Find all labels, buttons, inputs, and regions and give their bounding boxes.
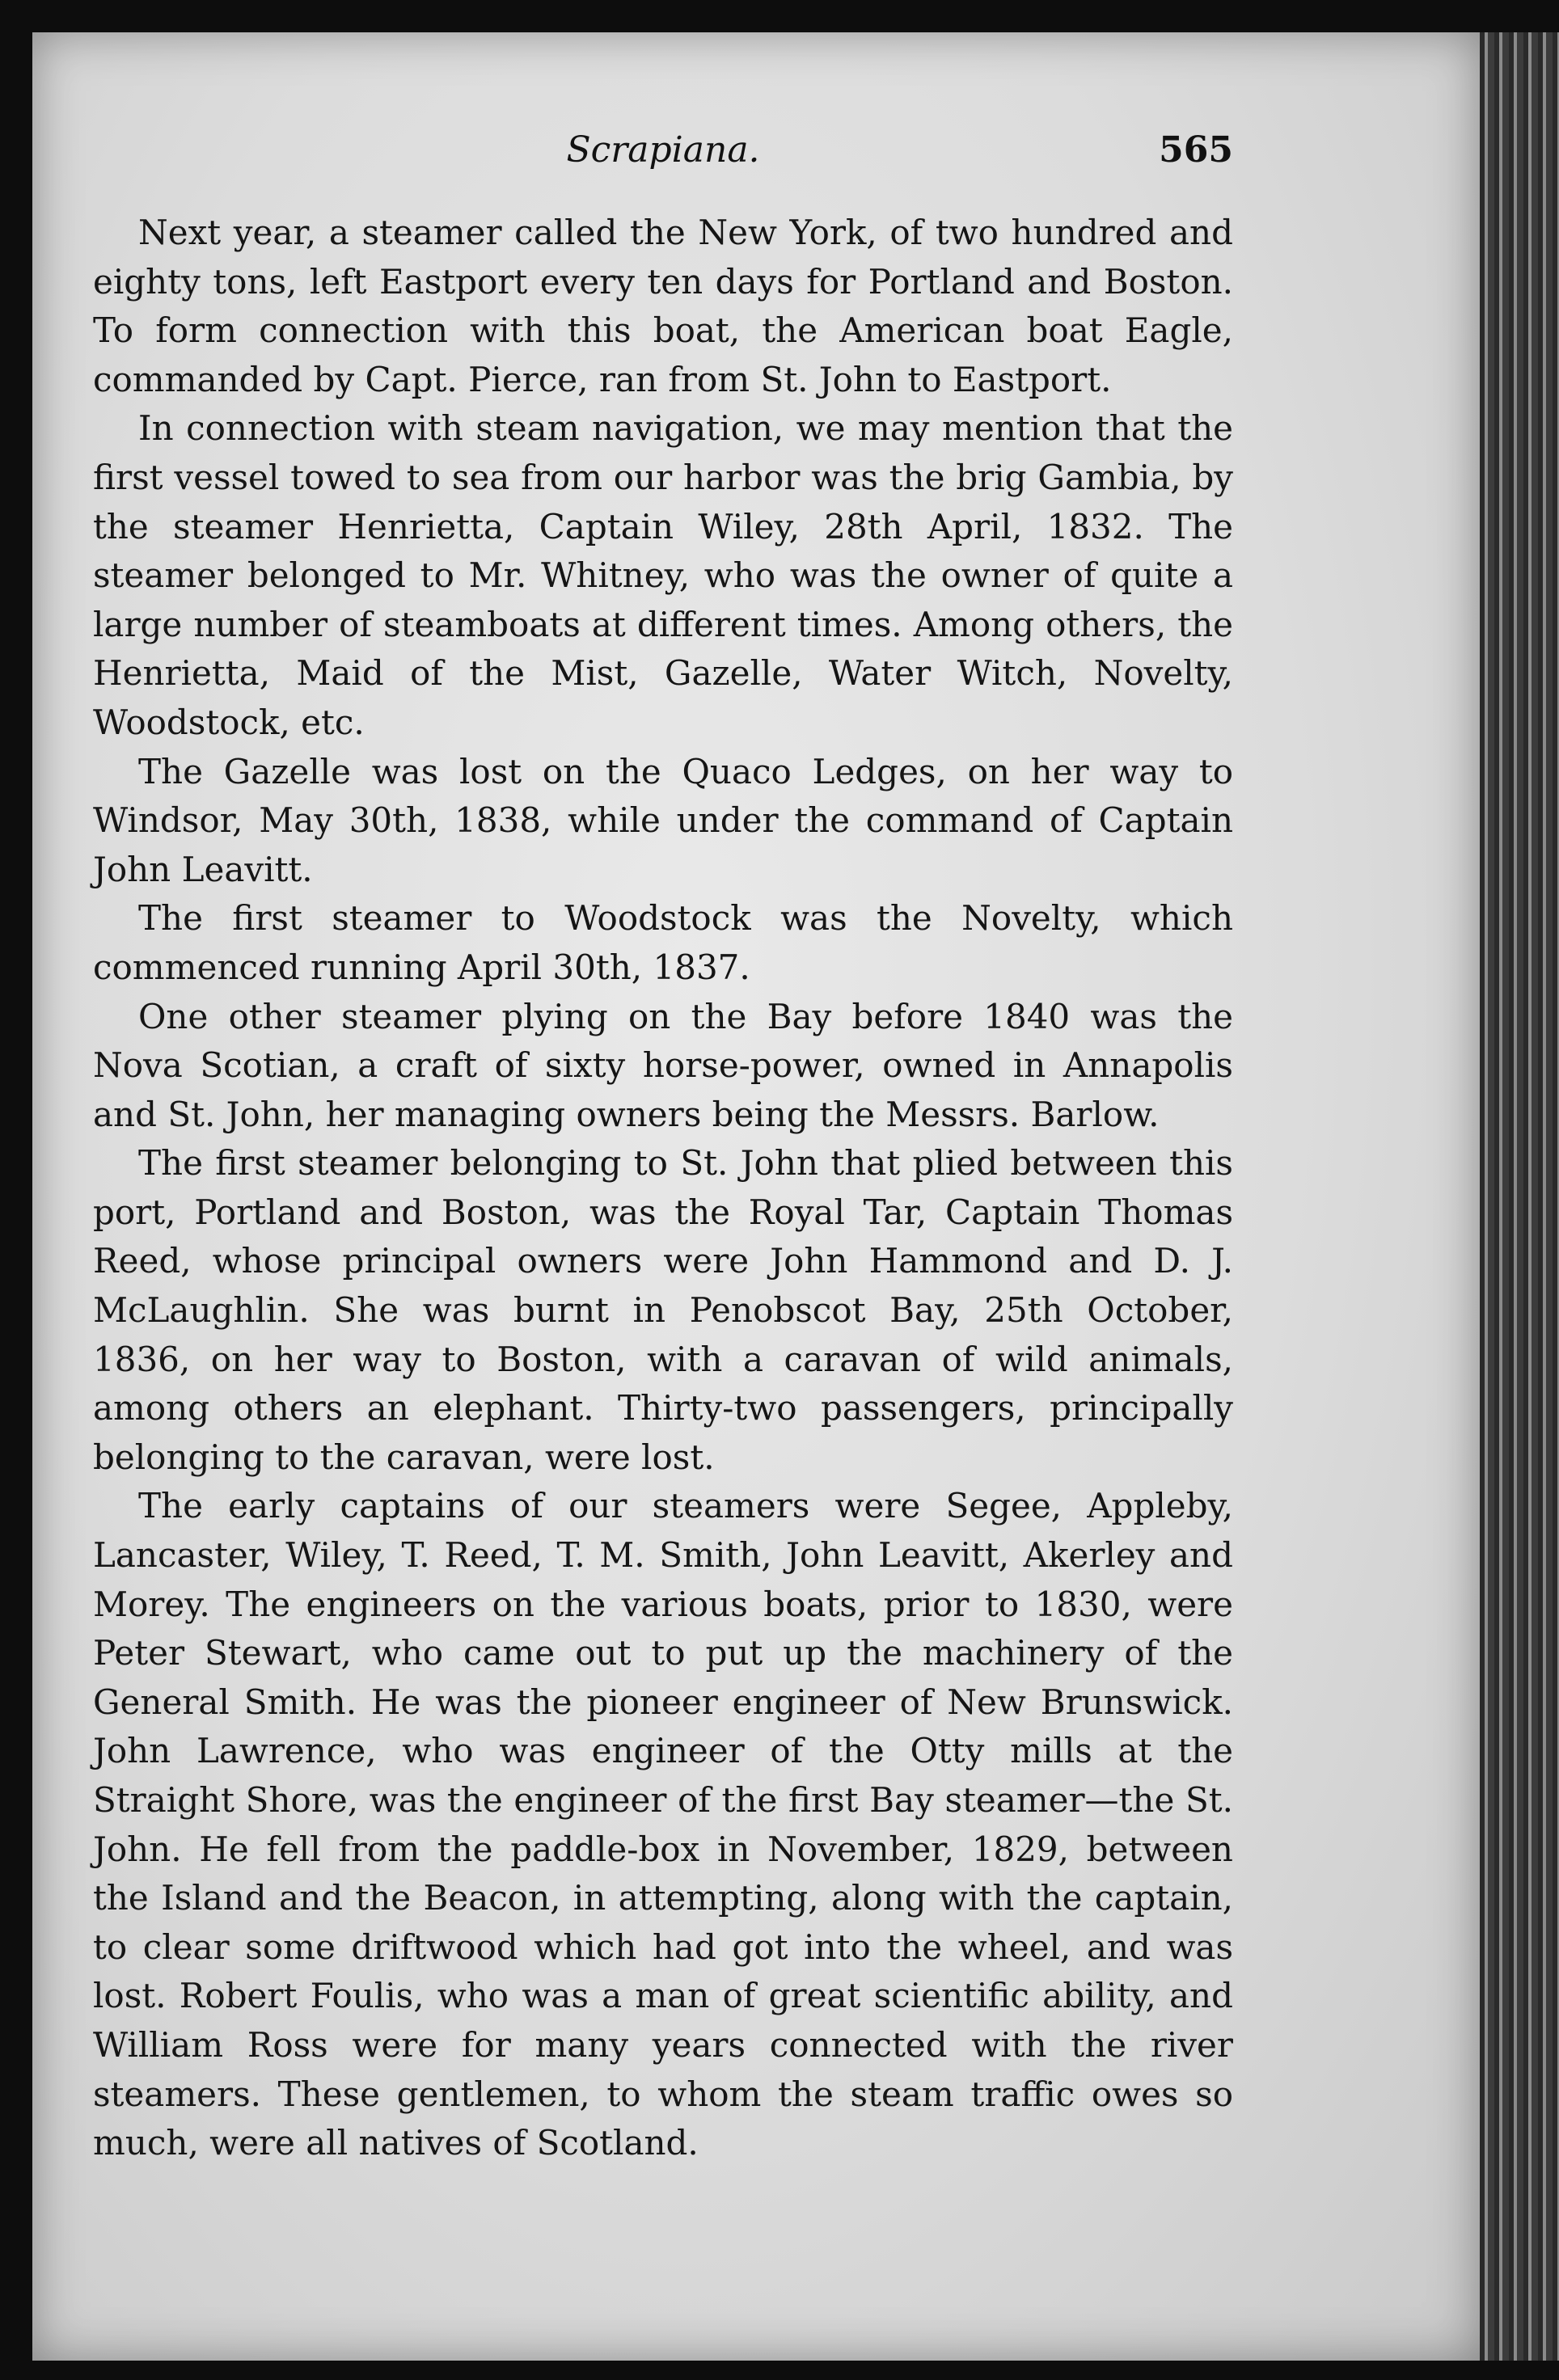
paragraph: One other steamer plying on the Bay before 1840 was the Nova Scotian, a craft of sixty horse-power, owned in Annapolis and St. John, her managing owners being the Messrs. Barlow.: [93, 996, 1233, 1134]
book-binding-edge: [1480, 32, 1559, 2361]
paragraph: The first steamer belonging to St. John that plied between this port, Portland and Boston, was the Royal Tar, Captain Thomas Reed, whose principal owners were John Hammond and D. J. McLaughlin. She was burnt in Penobscot Bay, 25th October, 1836, on her way to Boston, with a caravan of wild animals, among others an elephant. Thirty-two passengers, principally belonging to the caravan, were lost.: [93, 1143, 1233, 1477]
paragraph: In connection with steam navigation, we may mention that the first vessel towed to sea from our harbor was the brig Gambia, by the steamer Henrietta, Captain Wiley, 28th April, 1832. The steamer belonged to Mr. Whitney, who was the owner of quite a large number of steamboats at different times. Among others, the Henrietta, Maid of the Mist, Gazelle, Water Witch, Novelty, Woodstock, etc.: [93, 408, 1233, 742]
running-head: [93, 129, 1233, 178]
paragraph: The Gazelle was lost on the Quaco Ledges, on her way to Windsor, May 30th, 1838, while under the command of Captain John Leavitt.: [93, 751, 1233, 889]
paragraph: The early captains of our steamers were Segee, Appleby, Lancaster, Wiley, T. Reed, T. M. Smith, John Leavitt, Akerley and Morey. The engineers on the various boats, prior to 1830, were Peter Stewart, who came out to put up the machinery of the General Smith. He was the pioneer engineer of New Brunswick. John Lawrence, who was engineer of the Otty mills at the Straight Shore, was the engineer of the first Bay steamer—the St. John. He fell from the paddle-box in November, 1829, between the Island and the Beacon, in attempting, along with the captain, to clear some driftwood which had got into the wheel, and was lost. Robert Foulis, who was a man of great scientific ability, and William Ross were for many years connected with the river steamers. These gentlemen, to whom the steam traffic owes so much, were all natives of Scotland.: [93, 1486, 1233, 2163]
body-text: [93, 209, 1233, 2168]
page-number: 565: [1159, 129, 1233, 171]
paragraph: Next year, a steamer called the New York, of two hundred and eighty tons, left Eastport every ten days for Portland and Boston. To form connection with this boat, the American boat Eagle, commanded by Capt. Pierce, ran from St. John to Eastport.: [93, 213, 1233, 399]
running-title: Scrapiana.: [566, 129, 760, 171]
paragraph: The first steamer to Woodstock was the Novelty, which commenced running April 30th, 1837.: [93, 898, 1233, 987]
